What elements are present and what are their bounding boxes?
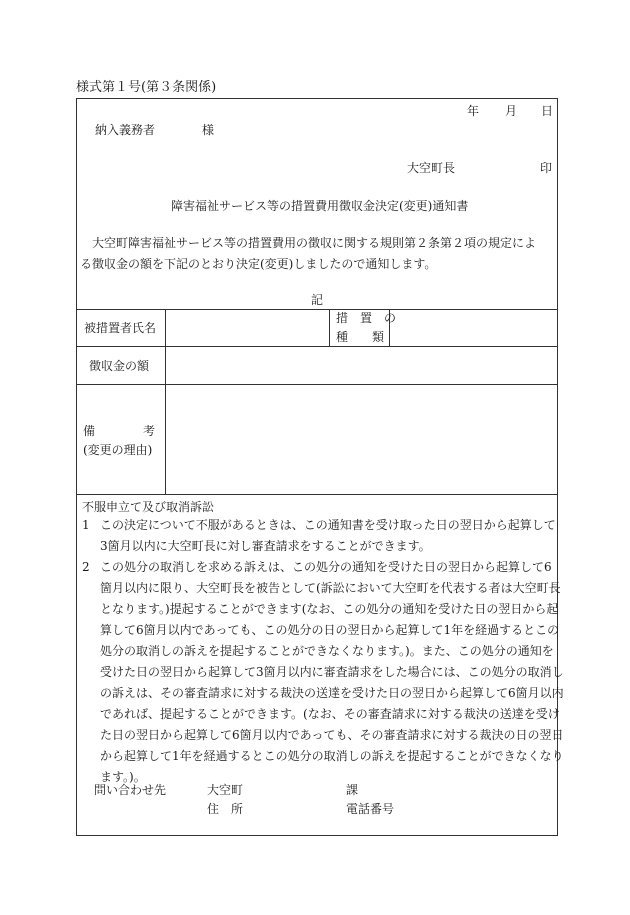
intro-paragraph [80,233,554,275]
table-bottom-border [76,494,557,495]
addressee-honorific: 様 [202,123,215,137]
issuer-name: 大空町長 [407,161,456,175]
table-label-divider [165,309,166,494]
appeal-item-2 [82,557,564,788]
person-name-label: 被措置者氏名 [84,321,157,335]
appeal-item-line: この処分の取消しを求める訴えは、この処分の通知を受けた日の翌日から起算して6 [100,560,552,574]
contact-town: 大空町 [207,783,244,797]
contact-address-label: 住 所 [207,802,244,816]
form-label: 様式第１号(第３条関係) [76,80,217,95]
appeal-item-line: この決定について不服があるときは、この通知書を受け取った日の翌日から起算して [100,518,556,532]
remarks-label-2: (変更の理由) [83,443,153,457]
contact-section: 課 [346,783,359,797]
appeal-item-line: 受けた日の翌日から起算して3箇月以内に審査請求をした場合には、この処分の取消し [100,665,564,679]
appeal-item-line: 3箇月以内に大空町長に対し審査請求をすることができます。 [100,539,431,553]
contact-label: 問い合わせ先 [94,783,167,797]
appeal-item-line: ます。)。 [100,770,146,784]
intro-line-2: る徴収金の額を下記のとおり決定(変更)しましたので通知します。 [80,257,437,271]
table-row-divider-1 [76,346,557,347]
appeal-heading: 不服申立て及び取消訴訟 [82,500,215,514]
appeal-item-1 [82,515,556,557]
appeal-item-number: 1 [82,518,90,532]
addressee-label: 納入義務者 [95,123,156,137]
appeal-item-line: 箇月以内に限り、大空町長を被告として(訴訟において大空町を代表する者は大空町長 [100,581,561,595]
seal-mark: 印 [540,161,553,175]
contact-phone-label: 電話番号 [346,802,395,816]
appeal-item-number: 2 [82,560,90,574]
table-measure-left-divider [329,309,330,346]
amount-label: 徴収金の額 [89,359,150,373]
intro-line-1: 大空町障害福祉サービス等の措置費用の徴収に関する規則第２条第２項の規定によ [92,236,537,250]
measure-type-label-1: 措 置 の [336,311,397,325]
date-year: 年 [467,104,480,118]
appeal-item-line: 処分の取消しの訴えを提起することができなくなります。)。また、この処分の通知を [100,644,554,658]
appeal-item-line: であれば、提起することができます。(なお、その審査請求に対する裁決の送達を受け [100,707,560,721]
appeal-item-line: 算して6箇月以内であっても、この処分の日の翌日から起算して1年を経過するとこの [100,623,560,637]
appeal-item-line: となります。)提起することができます(なお、この処分の通知を受けた日の翌日から起 [100,602,559,616]
ki-mark: 記 [311,293,324,307]
remarks-label-1: 備 考 [83,424,156,438]
table-top-border [76,309,557,310]
document-title: 障害福祉サービス等の措置費用徴収金決定(変更)通知書 [171,199,469,213]
appeal-item-line: た日の翌日から起算して6箇月以内であっても、その審査請求に対する裁決の日の翌日 [100,728,564,742]
measure-type-label-2: 種 類 [336,330,385,344]
date-day: 日 [541,104,554,118]
date-month: 月 [505,104,518,118]
table-row-divider-2 [76,384,557,385]
appeal-item-line: の訴えは、その審査請求に対する裁決の送達を受けた日の翌日から起算して6箇月以内 [100,686,564,700]
appeal-item-line: から起算して1年を経過するとこの処分の取消しの訴えを提起することができなくなり [100,749,564,763]
